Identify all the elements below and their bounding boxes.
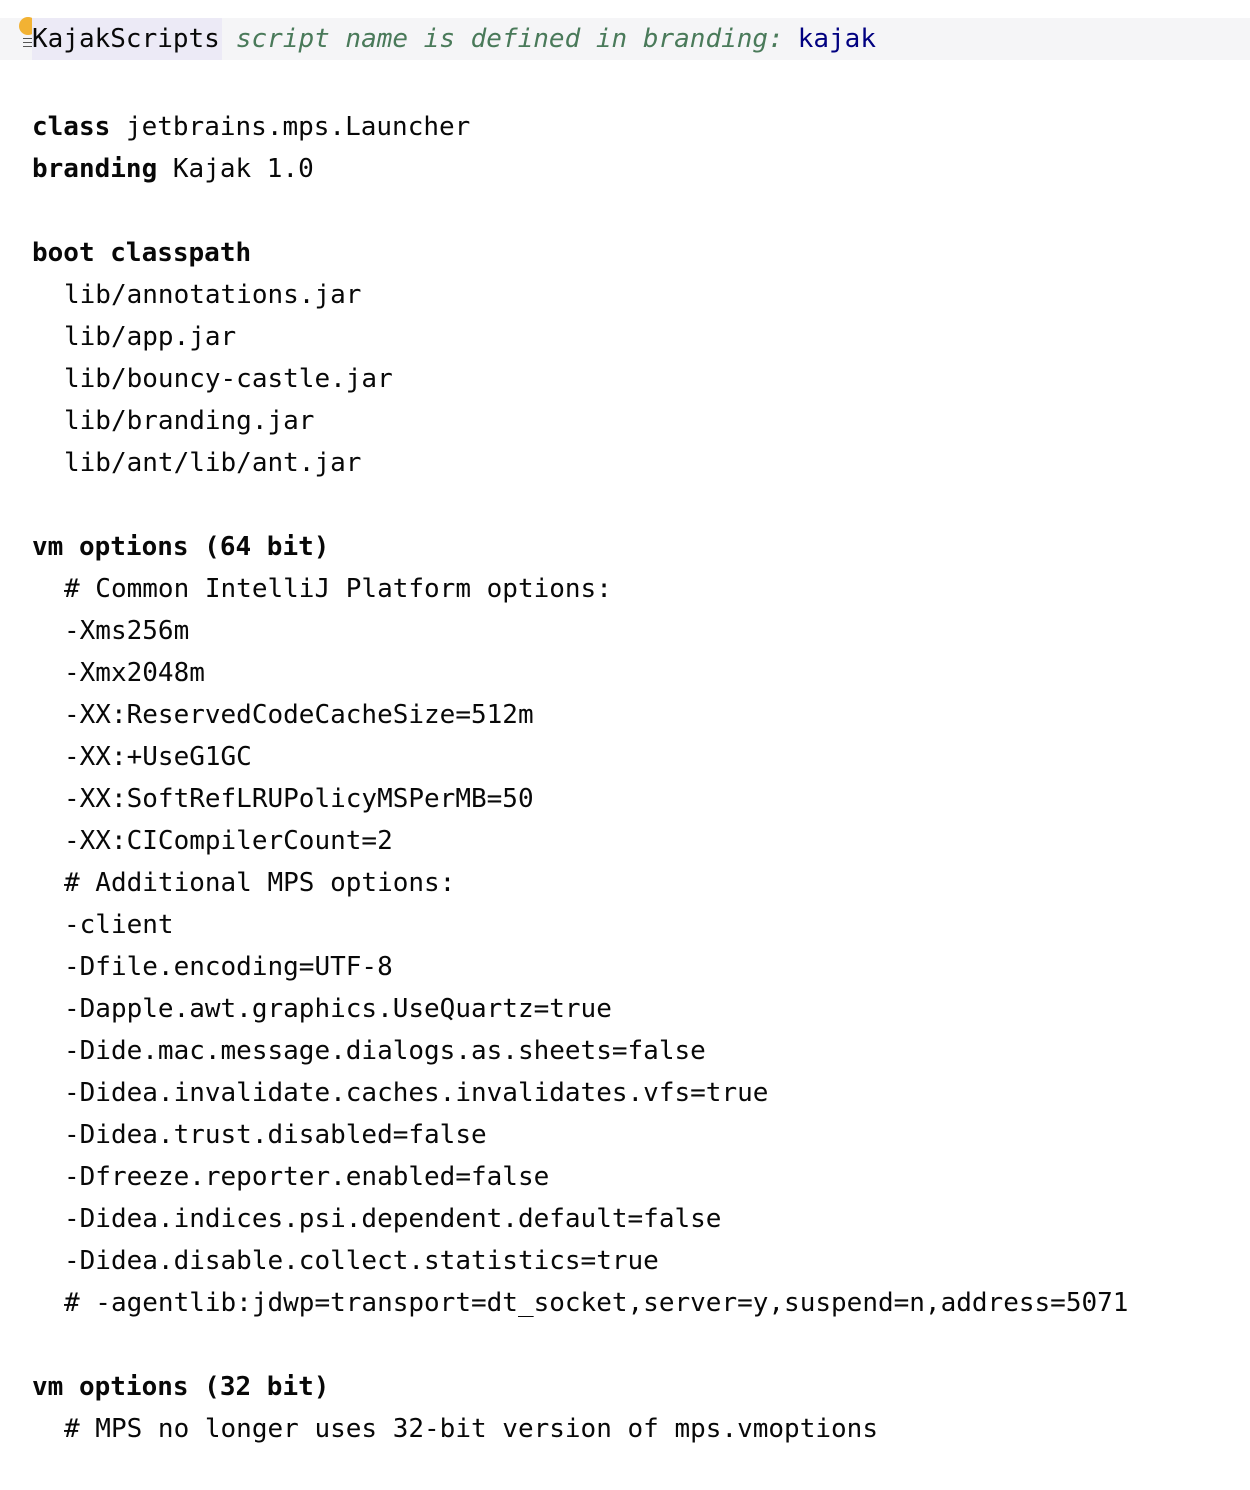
vm-options-64-heading: vm options (64 bit): [32, 532, 330, 562]
vm-option[interactable]: -Dapple.awt.graphics.UseQuartz=true: [64, 994, 612, 1024]
vm-option[interactable]: -Xmx2048m: [64, 658, 205, 688]
vm-option[interactable]: -XX:CICompilerCount=2: [64, 826, 393, 856]
classpath-entry[interactable]: lib/annotations.jar: [64, 280, 362, 310]
context-menu-icon[interactable]: [23, 38, 32, 47]
branding-keyword: branding: [32, 154, 158, 184]
vm-option[interactable]: -client: [64, 910, 174, 940]
vm-option[interactable]: -Didea.indices.psi.dependent.default=false: [64, 1204, 722, 1234]
root-name[interactable]: KajakScripts: [32, 18, 222, 60]
vm-option[interactable]: -Didea.invalidate.caches.invalidates.vfs=true: [64, 1078, 769, 1108]
vm-option[interactable]: -Didea.disable.collect.statistics=true: [64, 1246, 659, 1276]
classpath-entry[interactable]: lib/branding.jar: [64, 406, 315, 436]
classpath-entry[interactable]: lib/ant/lib/ant.jar: [64, 448, 362, 478]
branding-line: [32, 148, 314, 190]
vm-option-comment[interactable]: # MPS no longer uses 32-bit version of mps.vmoptions: [64, 1414, 878, 1444]
vm-option[interactable]: -Xms256m: [64, 616, 190, 646]
vm-options-32-heading: vm options (32 bit): [32, 1372, 330, 1402]
vm-option[interactable]: -Dfreeze.reporter.enabled=false: [64, 1162, 550, 1192]
vm-option-comment[interactable]: # Additional MPS options:: [64, 868, 456, 898]
vm-option[interactable]: -XX:+UseG1GC: [64, 742, 252, 772]
classpath-entry[interactable]: lib/app.jar: [64, 322, 237, 352]
header-comment: script name is defined in branding:: [235, 24, 784, 54]
vm-option[interactable]: -Dfile.encoding=UTF-8: [64, 952, 393, 982]
branding-value[interactable]: Kajak 1.0: [172, 154, 314, 184]
vm-option[interactable]: -XX:ReservedCodeCacheSize=512m: [64, 700, 534, 730]
vm-option-comment[interactable]: # Common IntelliJ Platform options:: [64, 574, 612, 604]
vm-option[interactable]: -Didea.trust.disabled=false: [64, 1120, 487, 1150]
script-name-reference[interactable]: kajak: [797, 24, 876, 54]
classpath-entry[interactable]: lib/bouncy-castle.jar: [64, 364, 393, 394]
class-keyword: class: [32, 112, 111, 142]
class-line: [32, 106, 470, 148]
class-value[interactable]: jetbrains.mps.Launcher: [125, 112, 471, 142]
vm-option[interactable]: -XX:SoftRefLRUPolicyMSPerMB=50: [64, 784, 534, 814]
root-header: [32, 18, 876, 60]
vm-option[interactable]: -Dide.mac.message.dialogs.as.sheets=false: [64, 1036, 706, 1066]
boot-classpath-heading: boot classpath: [32, 238, 252, 268]
vm-option-comment[interactable]: # -agentlib:jdwp=transport=dt_socket,server=y,suspend=n,address=5071: [64, 1288, 1129, 1318]
